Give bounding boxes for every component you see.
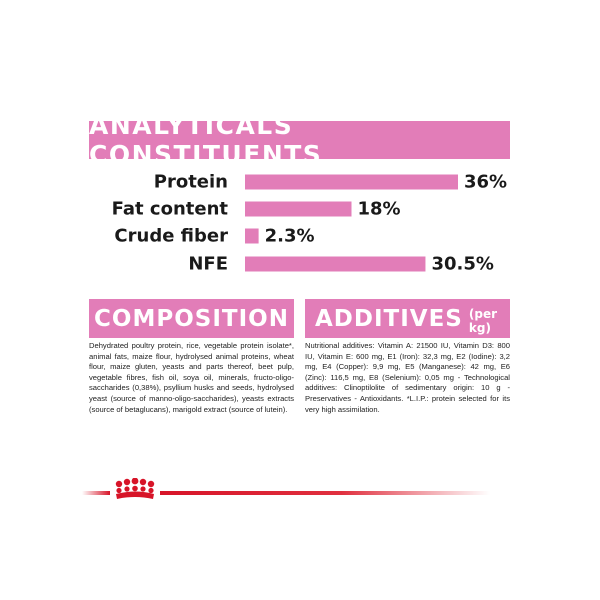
category-label: NFE	[188, 253, 228, 275]
royal-canin-crown-icon	[110, 478, 160, 502]
additives-text: Nutritional additives: Vitamin A: 21500 IU, Vitamin D3: 800 IU, Vitamin E: 600 mg, E1 (Iron): 32,3 mg, E2 (Iodine): 3,2 mg, E4 (Copper): 9,9 mg, E5 (Manganese): 42 mg, E6 (Zinc): 116,5 mg, E8 (Selenium): 0,05 mg - Technological additives: Clinoptilolite of sedimentary origin: 10 g - Preservatives - Antioxidants. *L.I.P.: protein selected for its very high assimilation.	[305, 341, 510, 414]
value-label: 18%	[357, 198, 401, 220]
additives-banner	[305, 299, 510, 338]
bar	[245, 175, 458, 190]
value-label: 2.3%	[264, 225, 315, 247]
composition-banner	[89, 299, 294, 338]
category-label: Fat content	[111, 198, 228, 220]
value-label: 36%	[464, 171, 508, 193]
category-label: Protein	[153, 171, 228, 193]
composition-heading: COMPOSITION	[94, 305, 289, 332]
bar	[245, 202, 352, 217]
bar	[245, 229, 259, 244]
composition-text: Dehydrated poultry protein, rice, vegetable protein isolate*, animal fats, maize flour, hydrolysed animal proteins, wheat flour, maize gluten, yeasts and parts thereof, beet pulp, vegetable fibres, fish oil, soya oil, minerals, fructo-oligo- saccharides (0,38%), psyllium husks and seeds, hydrolysed yeast (source of manno-oligo-saccharides), yeasts extracts (source of betaglucans), marigold extract (source of lutein).	[89, 341, 294, 414]
footer-rule-left	[82, 491, 110, 495]
value-label: 30.5%	[431, 253, 494, 275]
additives-heading-sub: (per kg)	[468, 306, 498, 335]
footer-rule-right	[160, 491, 490, 495]
analyticals-title: ANALYTICALS CONSTITUENTS	[89, 111, 323, 169]
category-label: Crude fiber	[114, 225, 228, 247]
bar	[245, 257, 425, 272]
additives-heading: ADDITIVES	[315, 305, 463, 332]
